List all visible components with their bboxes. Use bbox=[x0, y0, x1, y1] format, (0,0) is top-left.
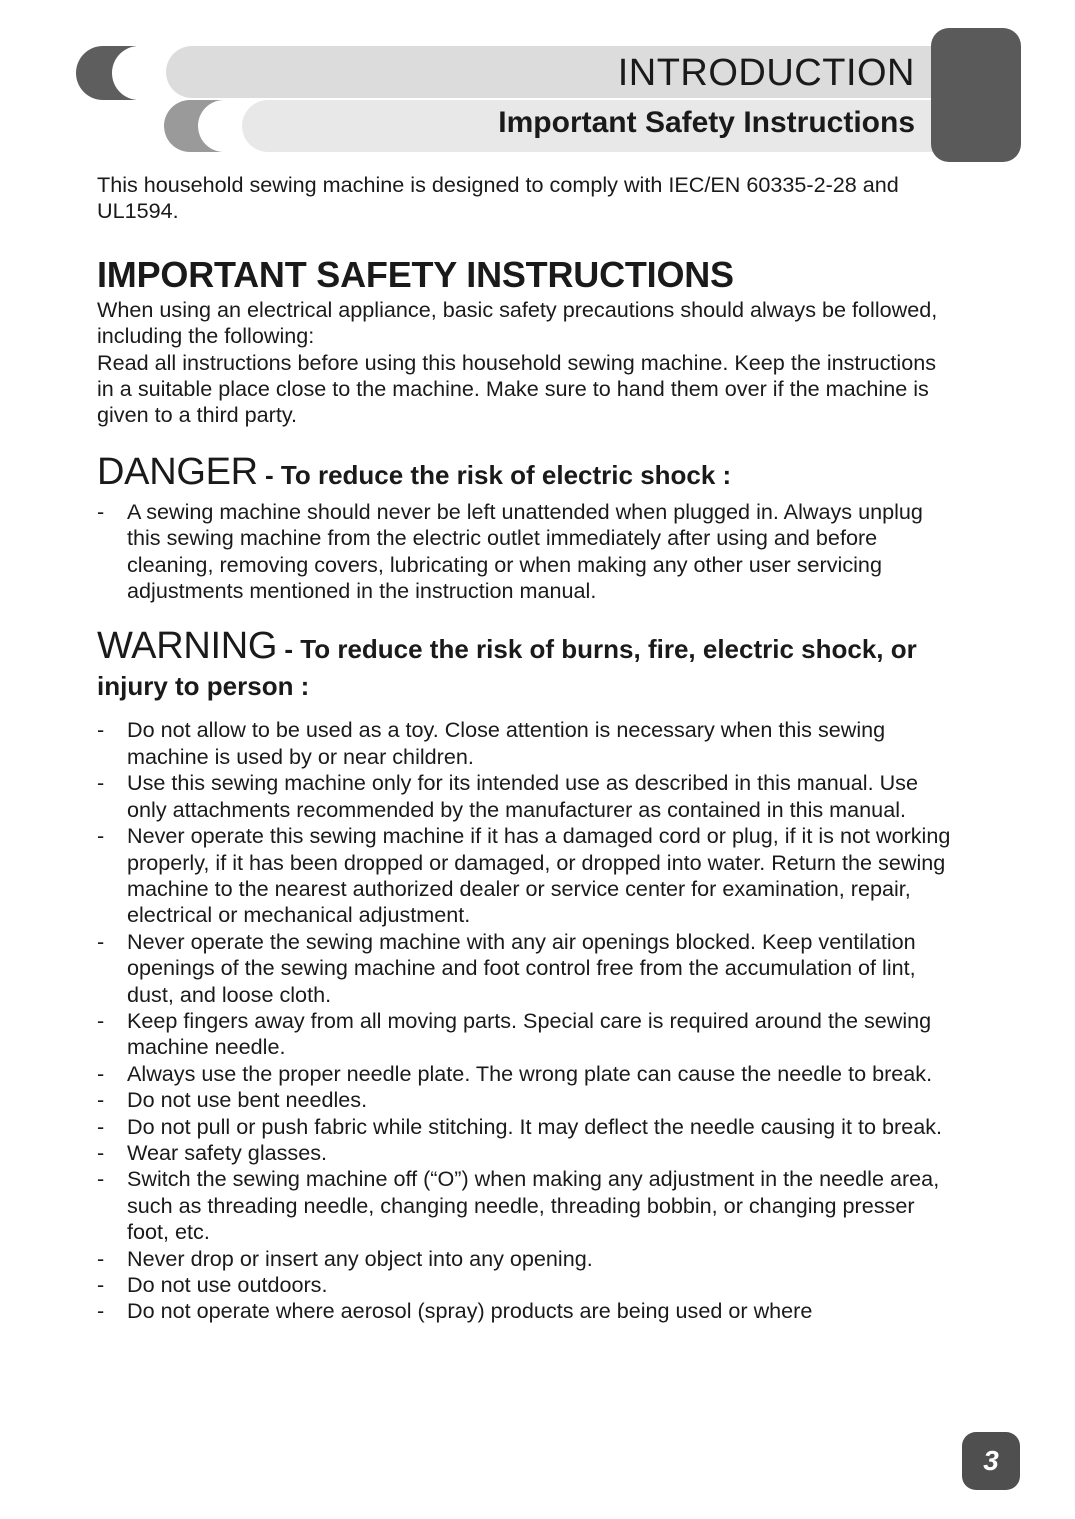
list-item-text: Use this sewing machine only for its intended use as described in this manual. Use only attachments recommended by the manufacturer as contained in this manual. bbox=[127, 770, 918, 822]
dash-bullet: - bbox=[97, 1060, 105, 1086]
dash-bullet: - bbox=[97, 823, 105, 849]
dash-bullet: - bbox=[97, 1139, 105, 1165]
list-item bbox=[97, 1087, 957, 1113]
list-item-text: A sewing machine should never be left unattended when plugged in. Always unplug this sewing machine from the electric outlet immediately after using and before cleaning, removing covers, lubricating or when making any other user servicing adjustments mentioned in the instruction manual. bbox=[127, 498, 923, 604]
page-content bbox=[97, 172, 957, 1325]
list-item bbox=[97, 1008, 957, 1061]
list-item-text: Always use the proper needle plate. The wrong plate can cause the needle to break. bbox=[127, 1060, 933, 1086]
subsection-title: Important Safety Instructions bbox=[498, 106, 915, 139]
main-paragraph-1: When using an electrical appliance, basic safety precautions should always be followed, including the following: bbox=[97, 296, 938, 349]
list-item bbox=[97, 770, 957, 823]
list-item-text: Do not use bent needles. bbox=[127, 1087, 368, 1113]
dash-bullet: - bbox=[97, 1166, 105, 1192]
danger-heading bbox=[97, 450, 957, 497]
list-item-text: Do not pull or push fabric while stitching. It may deflect the needle causing it to break. bbox=[127, 1113, 943, 1139]
list-item bbox=[97, 499, 957, 605]
dash-bullet: - bbox=[97, 1007, 105, 1033]
section-title: INTRODUCTION bbox=[617, 52, 915, 94]
list-item-text: Wear safety glasses. bbox=[127, 1139, 328, 1165]
list-item-text: Switch the sewing machine off (“O”) when making any adjustment in the needle area, such as threading needle, changing needle, threading bobbin, or changing presser foot, etc. bbox=[127, 1166, 940, 1245]
list-item-text: Keep fingers away from all moving parts. Special care is required around the sewing machine needle. bbox=[127, 1007, 932, 1060]
dash-bullet: - bbox=[97, 1272, 105, 1297]
list-item-text: Never operate this sewing machine if it has a damaged cord or plug, if it is not working properly, if it has been dropped or damaged, or dropped into water. Return the sewing machine to the nearest authorized dealer or service center for examination, repair, electrical or mechanical adjustment. bbox=[127, 823, 951, 928]
list-item bbox=[97, 1140, 957, 1166]
list-item bbox=[97, 1061, 957, 1087]
list-item-text: Do not use outdoors. bbox=[127, 1272, 328, 1297]
danger-list bbox=[97, 499, 957, 605]
warning-label: WARNING bbox=[97, 625, 278, 668]
main-heading: IMPORTANT SAFETY INSTRUCTIONS bbox=[97, 253, 734, 295]
list-item bbox=[97, 1246, 957, 1272]
intro-paragraph: This household sewing machine is designed to comply with IEC/EN 60335-2-28 and UL1594. bbox=[97, 172, 899, 224]
list-item-text: Never drop or insert any object into any opening. bbox=[127, 1245, 593, 1271]
page-number: 3 bbox=[962, 1432, 1020, 1490]
dash-bullet: - bbox=[97, 1298, 105, 1324]
danger-label: DANGER bbox=[97, 450, 258, 493]
list-item-text: Do not operate where aerosol (spray) products are being used or where bbox=[127, 1298, 813, 1324]
list-item bbox=[97, 1114, 957, 1140]
main-paragraph-2: Read all instructions before using this household sewing machine. Keep the instructions in a suitable place close to the machine. Make sure to hand them over if the machine is given to a third party. bbox=[97, 349, 937, 428]
dash-bullet: - bbox=[97, 717, 105, 743]
warning-heading-text: - To reduce the risk of burns, fire, electric shock, or injury to person : bbox=[97, 634, 917, 702]
list-item bbox=[97, 717, 957, 770]
list-item bbox=[97, 1166, 957, 1245]
danger-heading-text: - To reduce the risk of electric shock : bbox=[257, 459, 732, 490]
dash-bullet: - bbox=[97, 1245, 105, 1271]
dash-bullet: - bbox=[97, 498, 105, 524]
list-item bbox=[97, 823, 957, 929]
chapter-tab bbox=[931, 28, 1021, 162]
dash-bullet: - bbox=[97, 770, 105, 796]
list-item-text: Do not allow to be used as a toy. Close attention is necessary when this sewing machine is used by or near children. bbox=[127, 717, 886, 769]
list-item-text: Never operate the sewing machine with any air openings blocked. Keep ventilation openings of the sewing machine and foot control free from the accumulation of lint, dust, and loose cloth. bbox=[127, 928, 916, 1007]
list-item bbox=[97, 1298, 957, 1324]
list-item bbox=[97, 1272, 957, 1298]
warning-heading bbox=[97, 625, 957, 707]
dash-bullet: - bbox=[97, 1087, 105, 1113]
list-item bbox=[97, 929, 957, 1008]
dash-bullet: - bbox=[97, 1113, 105, 1139]
warning-list bbox=[97, 717, 957, 1324]
dash-bullet: - bbox=[97, 928, 105, 954]
